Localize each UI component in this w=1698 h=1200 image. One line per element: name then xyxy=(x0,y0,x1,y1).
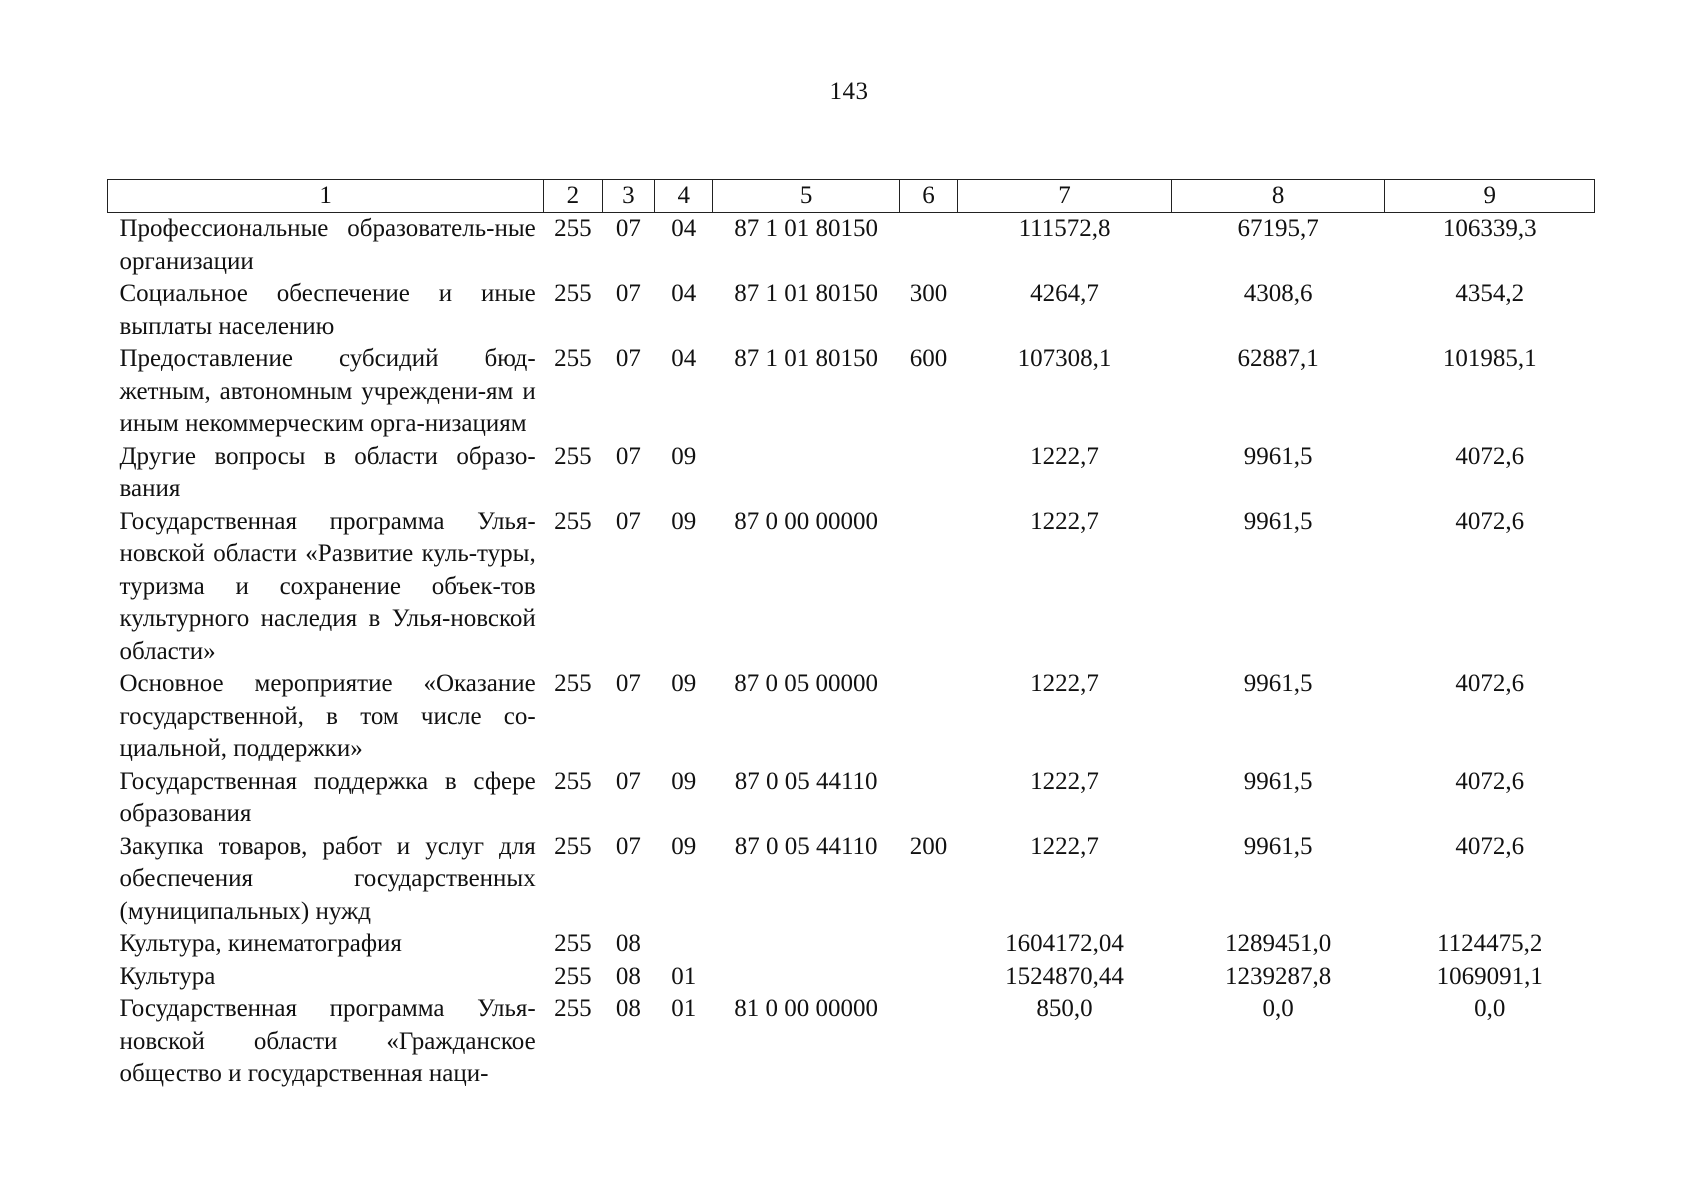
code-target-article: 87 0 05 44110 xyxy=(734,832,878,860)
table-row xyxy=(108,441,1595,506)
code-expense-type xyxy=(899,668,957,766)
code-section: 07 xyxy=(615,767,641,795)
code-target-article xyxy=(713,441,899,506)
amount-year-2: 1239287,8 xyxy=(1224,962,1332,990)
table-row xyxy=(108,928,1595,961)
row-name: Культура xyxy=(119,962,216,990)
amount-year-2: 9961,5 xyxy=(1243,832,1313,860)
amount-year-1: 1222,7 xyxy=(1030,442,1099,470)
amount-year-1: 1524870,44 xyxy=(1005,962,1124,990)
code-ministry: 255 xyxy=(554,962,592,990)
amount-year-2: 62887,1 xyxy=(1237,345,1319,372)
table-row xyxy=(108,961,1595,994)
code-ministry: 255 xyxy=(554,670,592,697)
code-target-article xyxy=(713,961,899,994)
amount-year-1: 1222,7 xyxy=(1030,832,1099,860)
code-section: 07 xyxy=(615,345,641,372)
amount-year-1: 1222,7 xyxy=(1030,507,1099,535)
amount-year-2: 9961,5 xyxy=(1243,507,1313,535)
row-name: Основное мероприятие «Оказание государственной, в том числе со-циальной, поддержки» xyxy=(119,670,536,762)
row-name: Культура, кинематография xyxy=(119,930,402,957)
amount-year-3: 0,0 xyxy=(1474,995,1506,1022)
amount-year-2: 9961,5 xyxy=(1243,670,1313,697)
column-header-3: 3 xyxy=(602,180,654,213)
budget-table xyxy=(107,179,1595,1091)
table-row xyxy=(108,831,1595,929)
amount-year-3: 101985,1 xyxy=(1442,345,1537,372)
amount-year-2: 4308,6 xyxy=(1243,280,1313,307)
code-target-article: 81 0 00 00000 xyxy=(734,995,878,1022)
code-subsection: 09 xyxy=(671,442,697,470)
code-expense-type xyxy=(899,961,957,994)
table-row xyxy=(108,766,1595,831)
amount-year-1: 4264,7 xyxy=(1030,280,1099,307)
code-expense-type: 200 xyxy=(909,832,948,860)
code-subsection: 09 xyxy=(671,507,697,535)
code-subsection: 09 xyxy=(671,832,697,860)
code-section: 08 xyxy=(615,995,641,1022)
amount-year-1: 850,0 xyxy=(1036,995,1093,1022)
amount-year-1: 107308,1 xyxy=(1017,345,1112,372)
code-target-article: 87 1 01 80150 xyxy=(734,280,878,307)
amount-year-1: 111572,8 xyxy=(1018,215,1111,242)
amount-year-3: 1069091,1 xyxy=(1436,962,1543,990)
code-expense-type xyxy=(899,213,957,279)
code-ministry: 255 xyxy=(554,995,592,1022)
row-name: Государственная программа Улья-новской области «Развитие куль-туры, туризма и сохранение объек-тов культурного наследия в Улья-новской области» xyxy=(119,507,536,665)
table-body xyxy=(108,213,1595,1091)
code-expense-type xyxy=(899,506,957,669)
code-expense-type xyxy=(899,993,957,1091)
code-section: 07 xyxy=(615,670,641,697)
code-expense-type xyxy=(899,441,957,506)
amount-year-1: 1222,7 xyxy=(1030,767,1099,795)
amount-year-3: 106339,3 xyxy=(1442,215,1537,242)
table-row xyxy=(108,213,1595,279)
code-target-article: 87 0 05 44110 xyxy=(734,767,878,795)
amount-year-2: 67195,7 xyxy=(1237,215,1319,242)
page-number: 143 xyxy=(829,78,869,105)
code-section: 08 xyxy=(615,962,641,990)
amount-year-3: 4354,2 xyxy=(1455,280,1525,307)
code-section: 07 xyxy=(615,832,641,860)
column-header-5: 5 xyxy=(713,180,899,213)
code-ministry: 255 xyxy=(554,930,592,957)
amount-year-3: 4072,6 xyxy=(1455,832,1525,860)
code-expense-type xyxy=(899,928,957,961)
code-section: 08 xyxy=(615,930,641,957)
code-target-article: 87 1 01 80150 xyxy=(734,215,878,242)
code-expense-type: 600 xyxy=(909,345,948,372)
amount-year-1: 1604172,04 xyxy=(1005,930,1124,957)
code-target-article xyxy=(713,928,899,961)
code-target-article: 87 0 05 00000 xyxy=(734,670,878,697)
amount-year-3: 1124475,2 xyxy=(1437,930,1543,957)
code-ministry: 255 xyxy=(554,442,592,470)
table-row xyxy=(108,668,1595,766)
code-subsection xyxy=(655,928,713,961)
amount-year-3: 4072,6 xyxy=(1455,442,1525,470)
code-section: 07 xyxy=(615,215,641,242)
column-header-6: 6 xyxy=(899,180,957,213)
table-row xyxy=(108,278,1595,343)
column-header-7: 7 xyxy=(958,180,1172,213)
amount-year-3: 4072,6 xyxy=(1455,507,1525,535)
code-target-article: 87 1 01 80150 xyxy=(734,345,878,372)
code-ministry: 255 xyxy=(554,345,592,372)
column-header-2: 2 xyxy=(544,180,602,213)
code-subsection: 01 xyxy=(671,962,697,990)
code-expense-type xyxy=(899,766,957,831)
code-section: 07 xyxy=(615,442,641,470)
amount-year-3: 4072,6 xyxy=(1455,767,1525,795)
code-ministry: 255 xyxy=(554,767,592,795)
code-subsection: 04 xyxy=(671,215,697,242)
code-subsection: 01 xyxy=(671,995,697,1022)
column-header-1: 1 xyxy=(108,180,544,213)
code-section: 07 xyxy=(615,280,641,307)
row-name: Государственная поддержка в сфере образования xyxy=(119,767,536,827)
column-header-8: 8 xyxy=(1171,180,1385,213)
code-target-article: 87 0 00 00000 xyxy=(734,507,878,535)
code-section: 07 xyxy=(615,507,641,535)
row-name: Профессиональные образователь-ные организации xyxy=(119,215,536,275)
amount-year-2: 0,0 xyxy=(1262,995,1294,1022)
amount-year-3: 4072,6 xyxy=(1455,670,1525,697)
row-name: Социальное обеспечение и иные выплаты населению xyxy=(119,280,536,340)
row-name: Предоставление субсидий бюд-жетным, автономным учреждени-ям и иным некоммерческим орга-низациям xyxy=(119,345,536,437)
code-subsection: 04 xyxy=(671,345,697,372)
amount-year-2: 1289451,0 xyxy=(1224,930,1332,957)
row-name: Другие вопросы в области образо-вания xyxy=(119,442,536,502)
column-header-4: 4 xyxy=(655,180,713,213)
code-ministry: 255 xyxy=(554,280,592,307)
row-name: Закупка товаров, работ и услуг для обеспечения государственных (муниципальных) нужд xyxy=(119,832,536,925)
table-row xyxy=(108,506,1595,669)
code-ministry: 255 xyxy=(554,507,592,535)
table-row xyxy=(108,993,1595,1091)
amount-year-2: 9961,5 xyxy=(1243,767,1313,795)
column-header-9: 9 xyxy=(1385,180,1595,213)
row-name: Государственная программа Улья-новской области «Гражданское общество и государственная наци- xyxy=(119,995,536,1087)
code-ministry: 255 xyxy=(554,215,592,242)
code-subsection: 09 xyxy=(671,767,697,795)
table-header xyxy=(108,180,1595,213)
amount-year-2: 9961,5 xyxy=(1243,442,1313,470)
code-expense-type: 300 xyxy=(909,280,948,307)
table-row xyxy=(108,343,1595,441)
code-subsection: 04 xyxy=(671,280,697,307)
header-row xyxy=(108,180,1595,213)
amount-year-1: 1222,7 xyxy=(1030,670,1099,697)
code-subsection: 09 xyxy=(671,670,697,697)
code-ministry: 255 xyxy=(554,832,592,860)
